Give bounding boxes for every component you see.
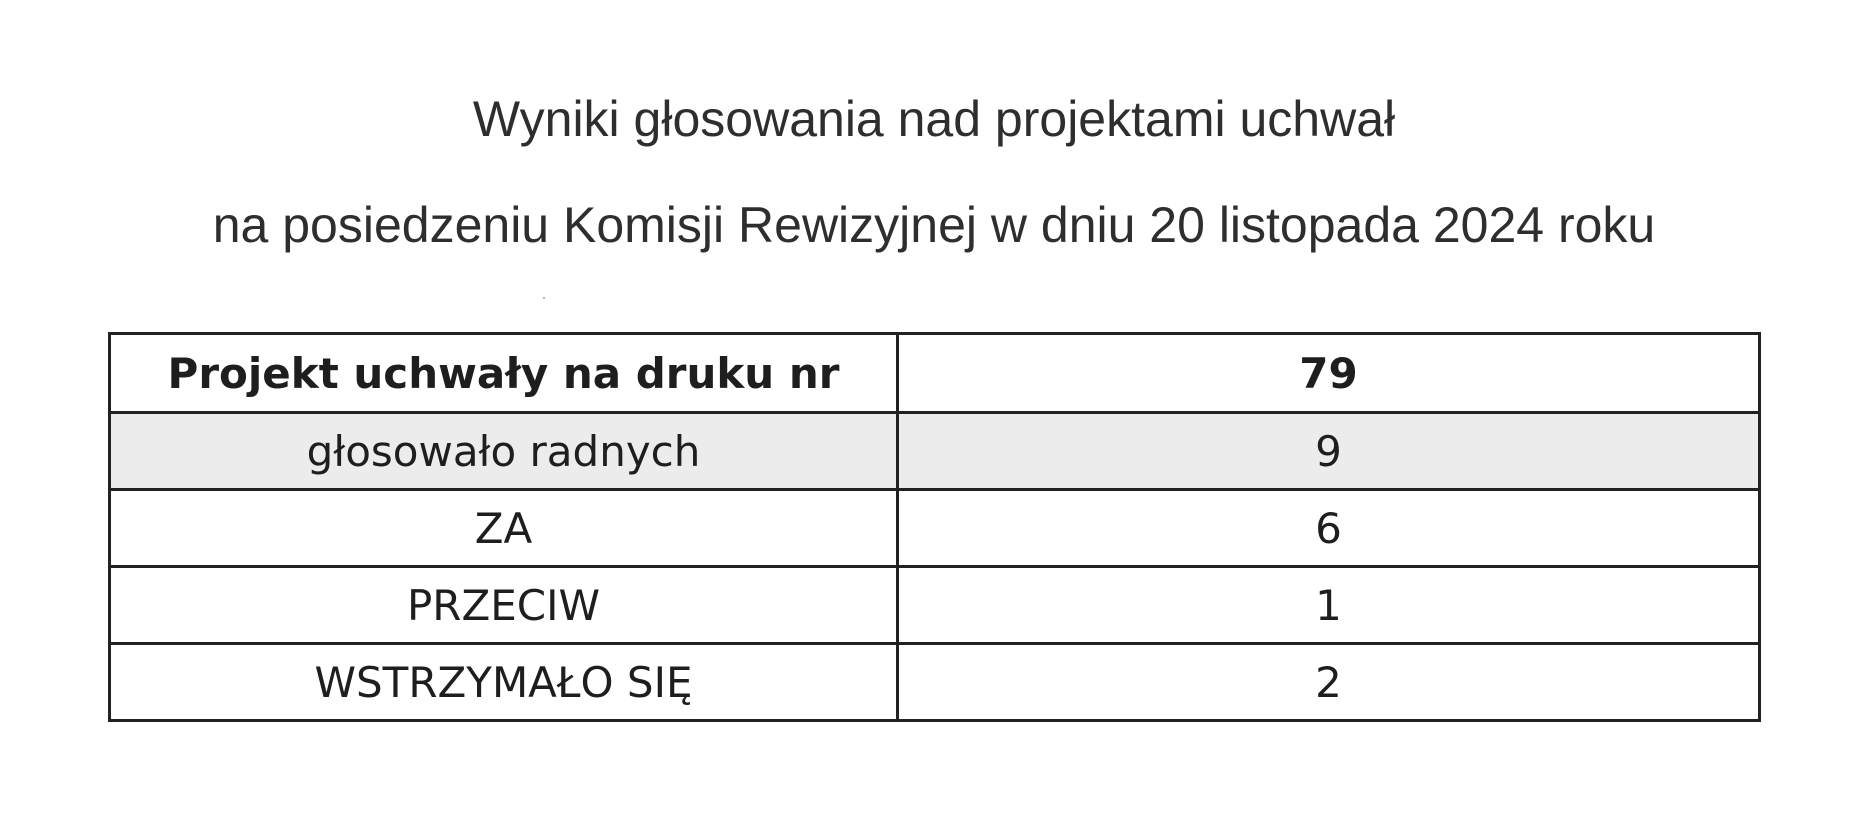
row-value-cell: 6 <box>898 490 1760 567</box>
table-row-voted <box>110 413 1760 490</box>
row-value-cell: 9 <box>898 413 1760 490</box>
table-row-for <box>110 490 1760 567</box>
header-label-cell: Projekt uchwały na druku nr <box>110 334 898 413</box>
table-row-abstained <box>110 644 1760 721</box>
row-value-cell: 1 <box>898 567 1760 644</box>
table-header-row <box>110 334 1760 413</box>
row-label-cell: ZA <box>110 490 898 567</box>
row-label-cell: WSTRZYMAŁO SIĘ <box>110 644 898 721</box>
document-subtitle: na posiedzeniu Komisji Rewizyjnej w dniu 20 listopada 2024 roku <box>212 197 1656 253</box>
row-label-cell: głosowało radnych <box>110 413 898 490</box>
voting-results-table <box>108 332 1761 722</box>
header-value-cell: 79 <box>898 334 1760 413</box>
table-row-against <box>110 567 1760 644</box>
row-label-cell: PRZECIW <box>110 567 898 644</box>
row-value-cell: 2 <box>898 644 1760 721</box>
scan-speck <box>543 297 545 299</box>
document-title: Wyniki głosowania nad projektami uchwał <box>472 91 1396 147</box>
